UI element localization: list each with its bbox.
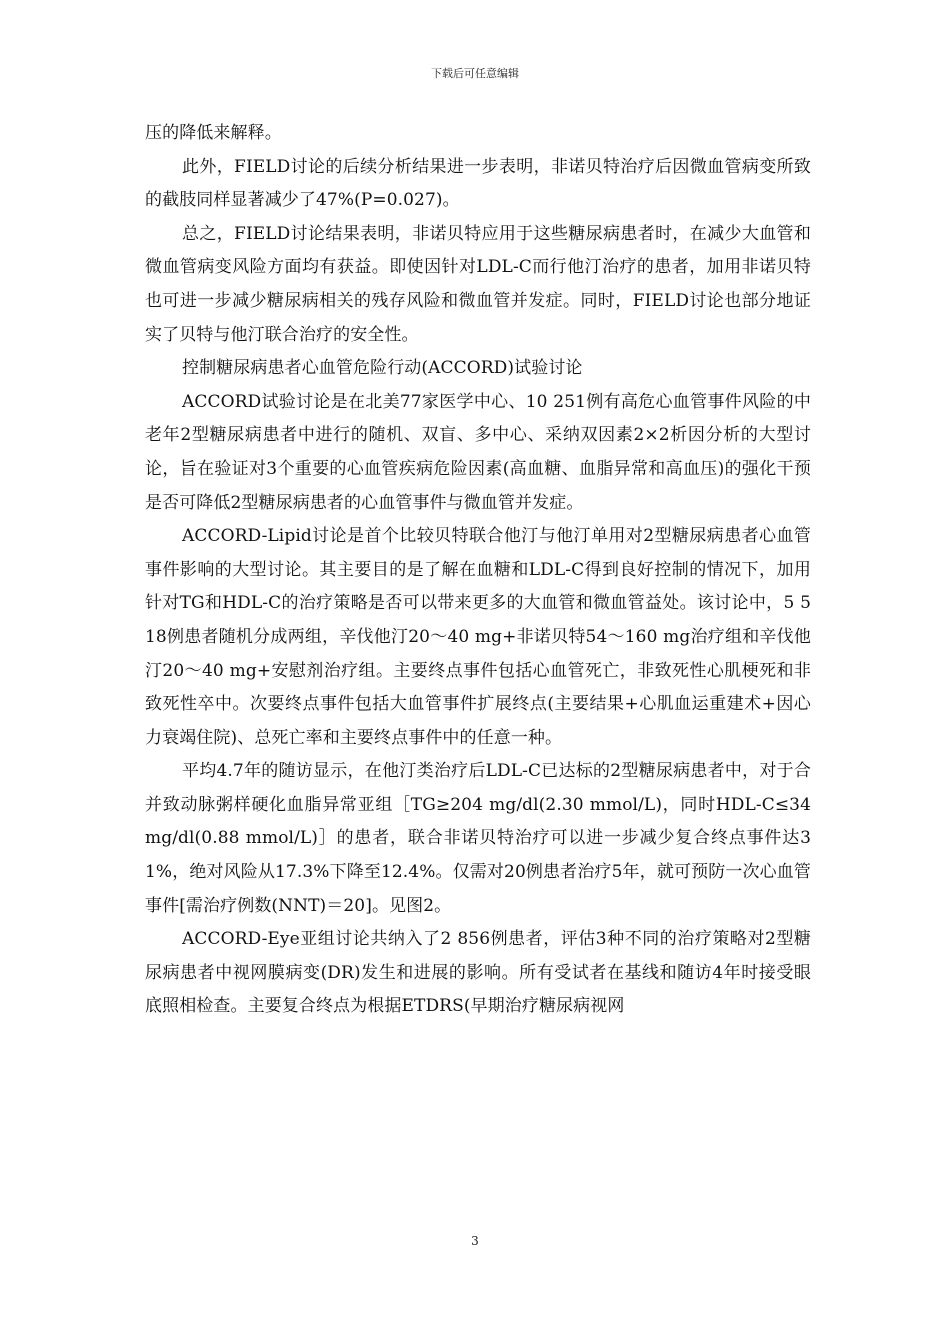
paragraph-7: ACCORD-Eye亚组讨论共纳入了2 856例患者，评估3种不同的治疗策略对2型糖尿病患者中视网膜病变(DR)发生和进展的影响。所有受试者在基线和随访4年时接受眼底照相检查。主要复合终点为根据ETDRS(早期治疗糖尿病视网: [145, 929, 811, 1017]
paragraph-4: ACCORD试验讨论是在北美77家医学中心、10 251例有高危心血管事件风险的中老年2型糖尿病患者中进行的随机、双盲、多中心、采纳双因素2×2析因分析的大型讨论，旨在验证对3个重要的心血管疾病危险因素(高血糖、血脂异常和高血压)的强化干预是否可降低2型糖尿病患者的心血管事件与微血管并发症。: [145, 391, 811, 513]
page-header: 下载后可任意编辑: [431, 67, 519, 80]
paragraph-1: 压的降低来解释。: [145, 123, 282, 143]
paragraph-2: 此外，FIELD讨论的后续分析结果进一步表明，非诺贝特治疗后因微血管病变所致的截肢同样显著减少了47%(P=0.027)。: [145, 156, 811, 211]
paragraph-5: ACCORD-Lipid讨论是首个比较贝特联合他汀与他汀单用对2型糖尿病患者心血管事件影响的大型讨论。其主要目的是了解在血糖和LDL-C得到良好控制的情况下，加用针对TG和HDL-C的治疗策略是否可以带来更多的大血管和微血管益处。该讨论中，5 518例患者随机分成两组，辛伐他汀20～40 mg+非诺贝特54～160 mg治疗组和辛伐他汀20～40 mg+安慰剂治疗组。主要终点事件包括心血管死亡，非致死性心肌梗死和非致死性卒中。次要终点事件包括大血管事件扩展终点(主要结果+心肌血运重建术+因心力衰竭住院)、总死亡率和主要终点事件中的任意一种。: [145, 526, 811, 748]
paragraph-3: 总之，FIELD讨论结果表明，非诺贝特应用于这些糖尿病患者时，在减少大血管和微血管病变风险方面均有获益。即使因针对LDL-C而行他汀治疗的患者，加用非诺贝特也可进一步减少糖尿病相关的残存风险和微血管并发症。同时，FIELD讨论也部分地证实了贝特与他汀联合治疗的安全性。: [145, 223, 811, 345]
page-number: 3: [471, 1234, 479, 1248]
document-body: [145, 117, 811, 1024]
paragraph-6: 平均4.7年的随访显示，在他汀类治疗后LDL-C已达标的2型糖尿病患者中，对于合并致动脉粥样硬化血脂异常亚组［TG≥204 mg/dl(2.30 mmol/L)，同时HDL-C≤34 mg/dl(0.88 mmol/L)］的患者，联合非诺贝特治疗可以进一步减少复合终点事件达31%，绝对风险从17.3%下降至12.4%。仅需对20例患者治疗5年，就可预防一次心血管事件[需治疗例数(NNT)＝20]。见图2。: [145, 761, 811, 916]
section-heading-accord: 控制糖尿病患者心血管危险行动(ACCORD)试验讨论: [182, 358, 583, 379]
